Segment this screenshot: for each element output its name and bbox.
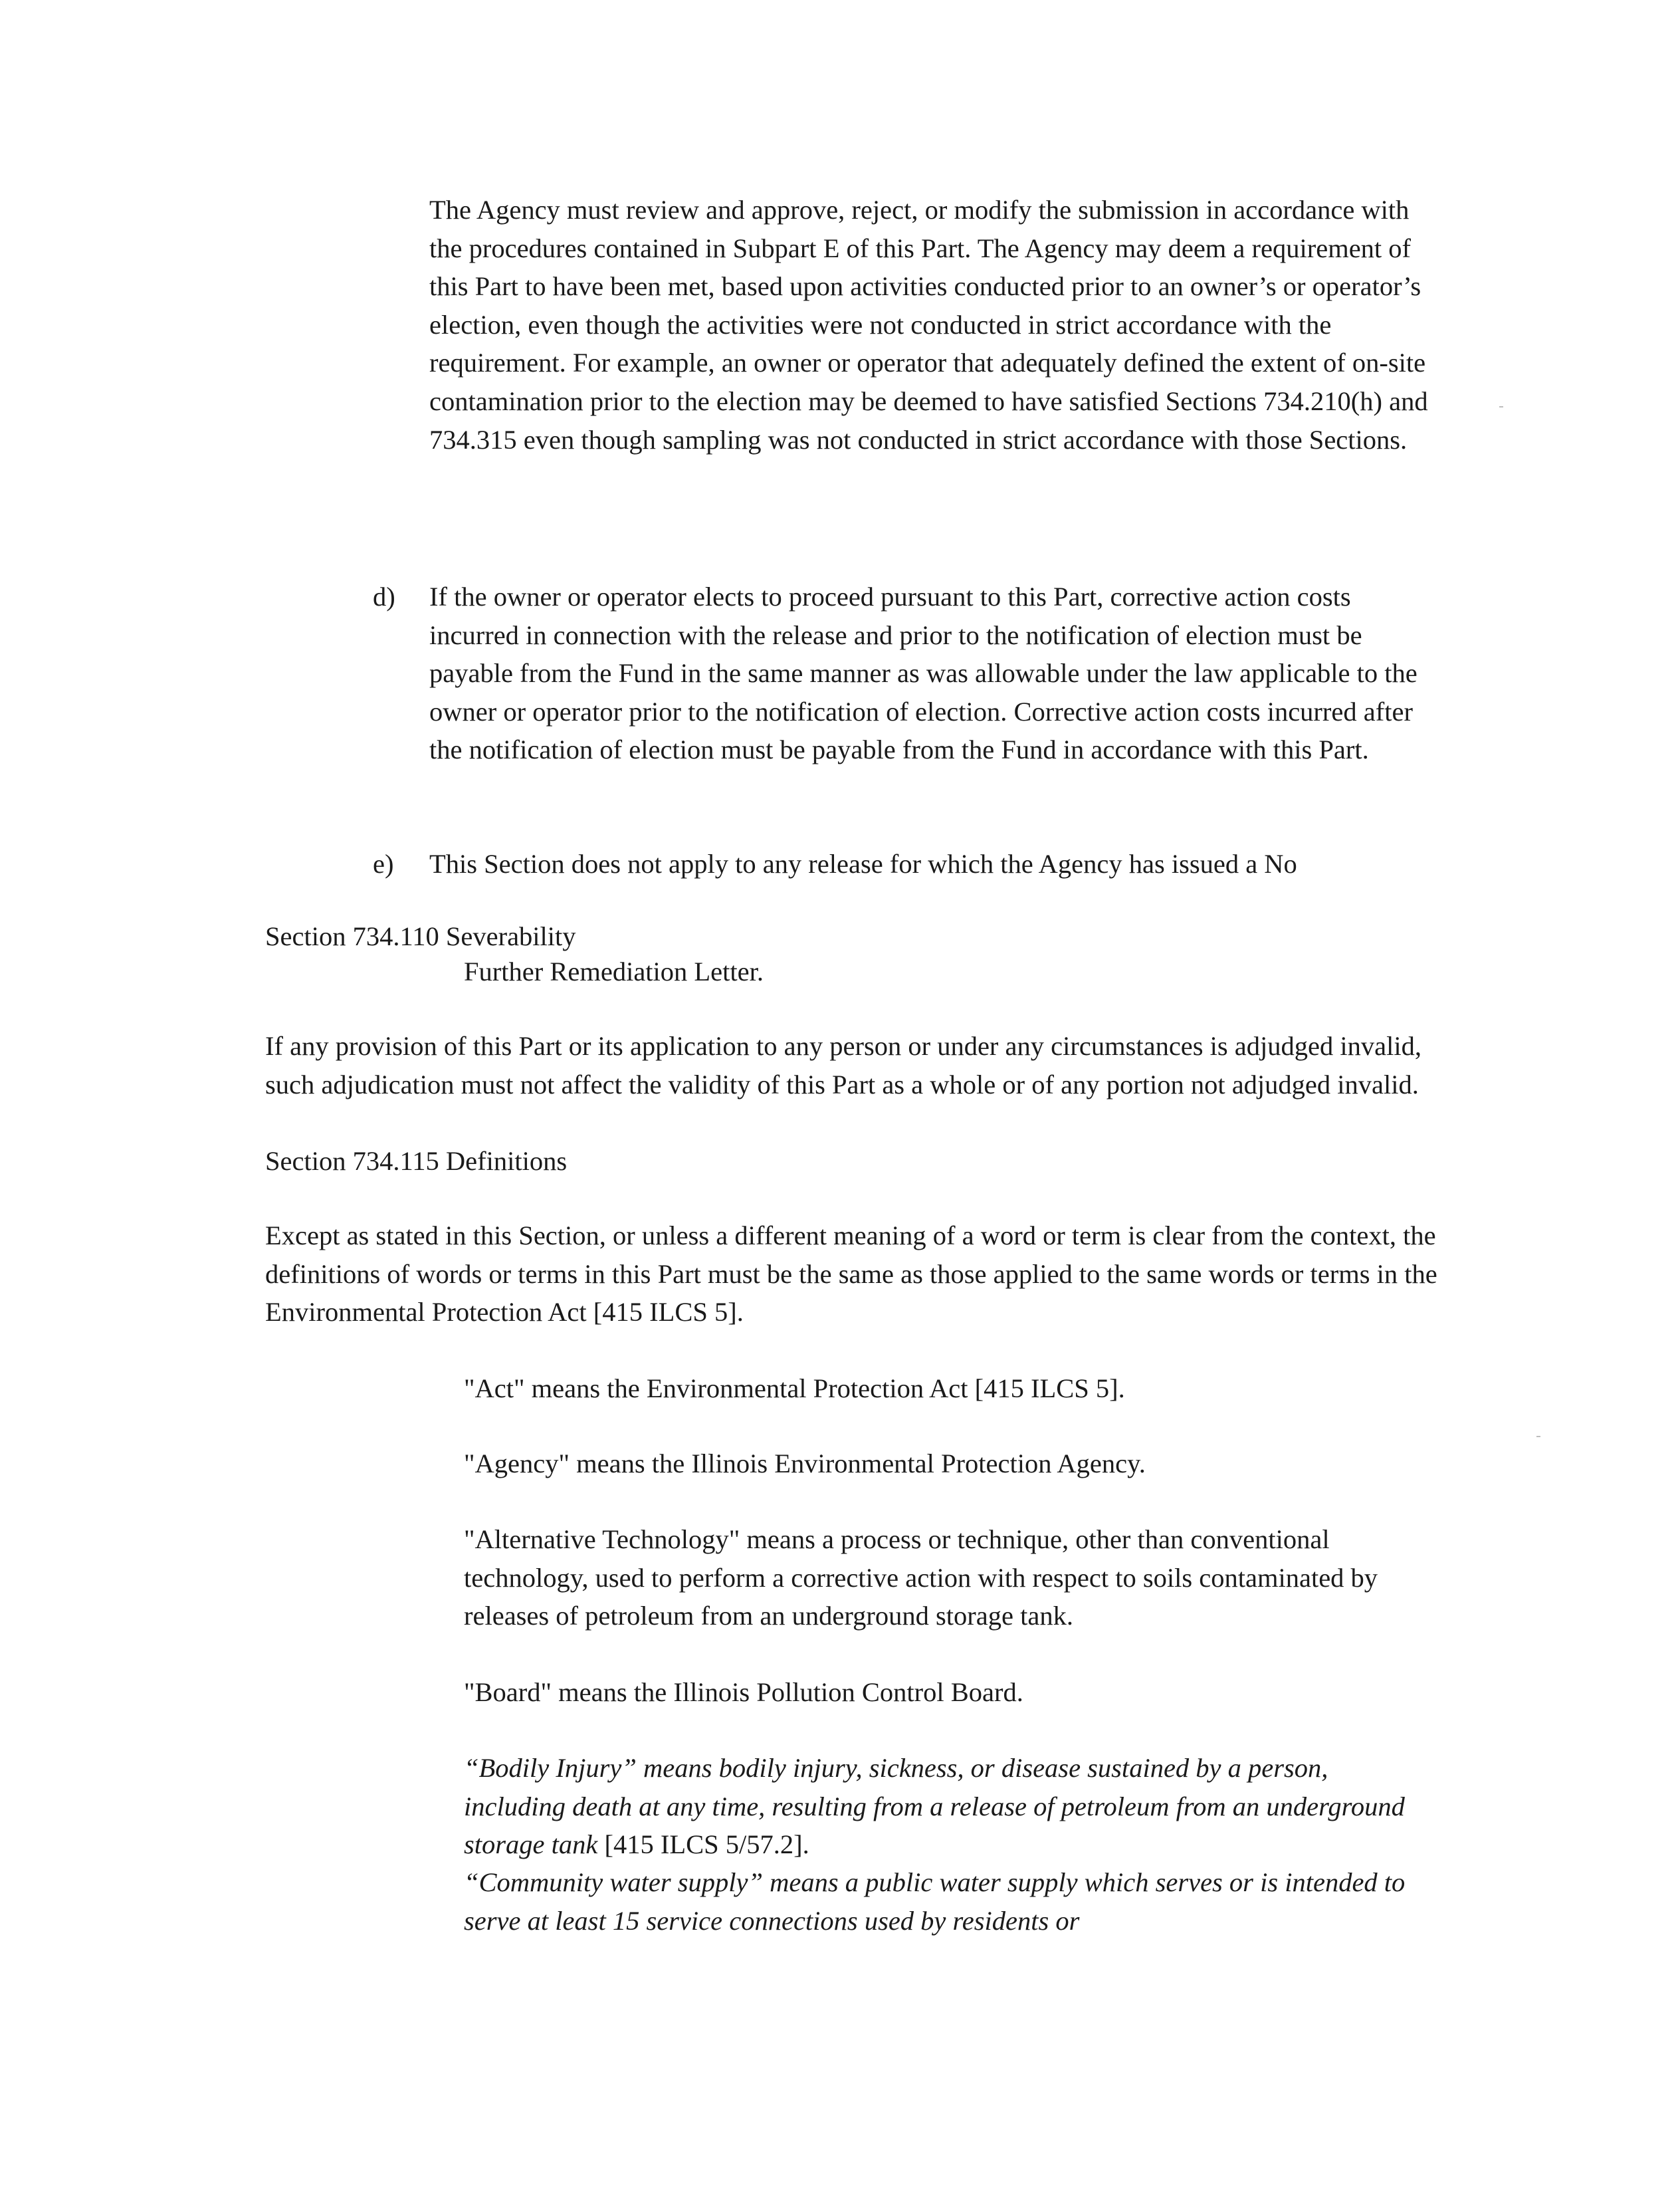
definition-community-water-supply: “Community water supply” means a public water supply which serves or is intended to serve at least 15 service connections used by residents or	[464, 1867, 1406, 1936]
bodily-injury-text: “Bodily Injury” means bodily injury, sickness, or disease sustained by a person, including death at any time, resulting from a release of petroleum from an underground storage tank	[464, 1753, 1405, 1860]
scan-speck	[1536, 1436, 1540, 1437]
scan-speck	[1499, 406, 1503, 407]
section-110-heading: Section 734.110 Severability	[265, 921, 576, 951]
section-115-intro: Except as stated in this Section, or unless a different meaning of a word or term is clear from the context, the definitions of words or terms in this Part must be the same as those applied to the same words or terms in the Environmental Protection Act [415 ILCS 5].	[265, 1220, 1437, 1327]
item-e-continuation: Further Remediation Letter.	[464, 957, 764, 986]
item-e-label: e)	[373, 849, 394, 879]
item-e-text: This Section does not apply to any release for which the Agency has issued a No	[429, 849, 1297, 879]
section-733-c-continuation: The Agency must review and approve, reject, or modify the submission in accordance with the procedures contained in Subpart E of this Part. The Agency may deem a requirement of this Part to have been met, based upon activities conducted prior to an owner’s or operator’s election, even though the activities were not conducted in strict accordance with the requirement. For example, an owner or operator that adequately defined the extent of on-site contamination prior to the election may be deemed to have satisfied Sections 734.210(h) and 734.315 even though sampling was not conducted in strict accordance with those Sections.	[429, 195, 1428, 455]
item-d-text: If the owner or operator elects to proceed pursuant to this Part, corrective action costs incurred in connection with the release and prior to the notification of election must be payable from the Fund in the same manner as was allowable under the law applicable to the owner or operator prior to the notification of election. Corrective action costs incurred after the notification of election must be payable from the Fund in accordance with this Part.	[429, 582, 1418, 765]
item-d-label: d)	[373, 582, 395, 612]
section-115-heading: Section 734.115 Definitions	[265, 1146, 568, 1176]
section-110-body: If any provision of this Part or its application to any person or under any circumstances is adjudged invalid, such adjudication must not affect the validity of this Part as a whole or of any portion not adjudged invalid.	[265, 1031, 1421, 1099]
definition-board: "Board" means the Illinois Pollution Control Board.	[464, 1677, 1023, 1707]
definition-alternative-technology: "Alternative Technology" means a process or technique, other than conventional technology, used to perform a corrective action with respect to soils contaminated by releases of petroleum from an underground storage tank.	[464, 1524, 1378, 1631]
bodily-injury-citation: [415 ILCS 5/57.2].	[597, 1829, 809, 1860]
definition-agency: "Agency" means the Illinois Environmental Protection Agency.	[464, 1448, 1146, 1478]
definition-bodily-injury	[464, 1749, 1421, 1864]
definition-act: "Act" means the Environmental Protection Act [415 ILCS 5].	[464, 1373, 1125, 1403]
